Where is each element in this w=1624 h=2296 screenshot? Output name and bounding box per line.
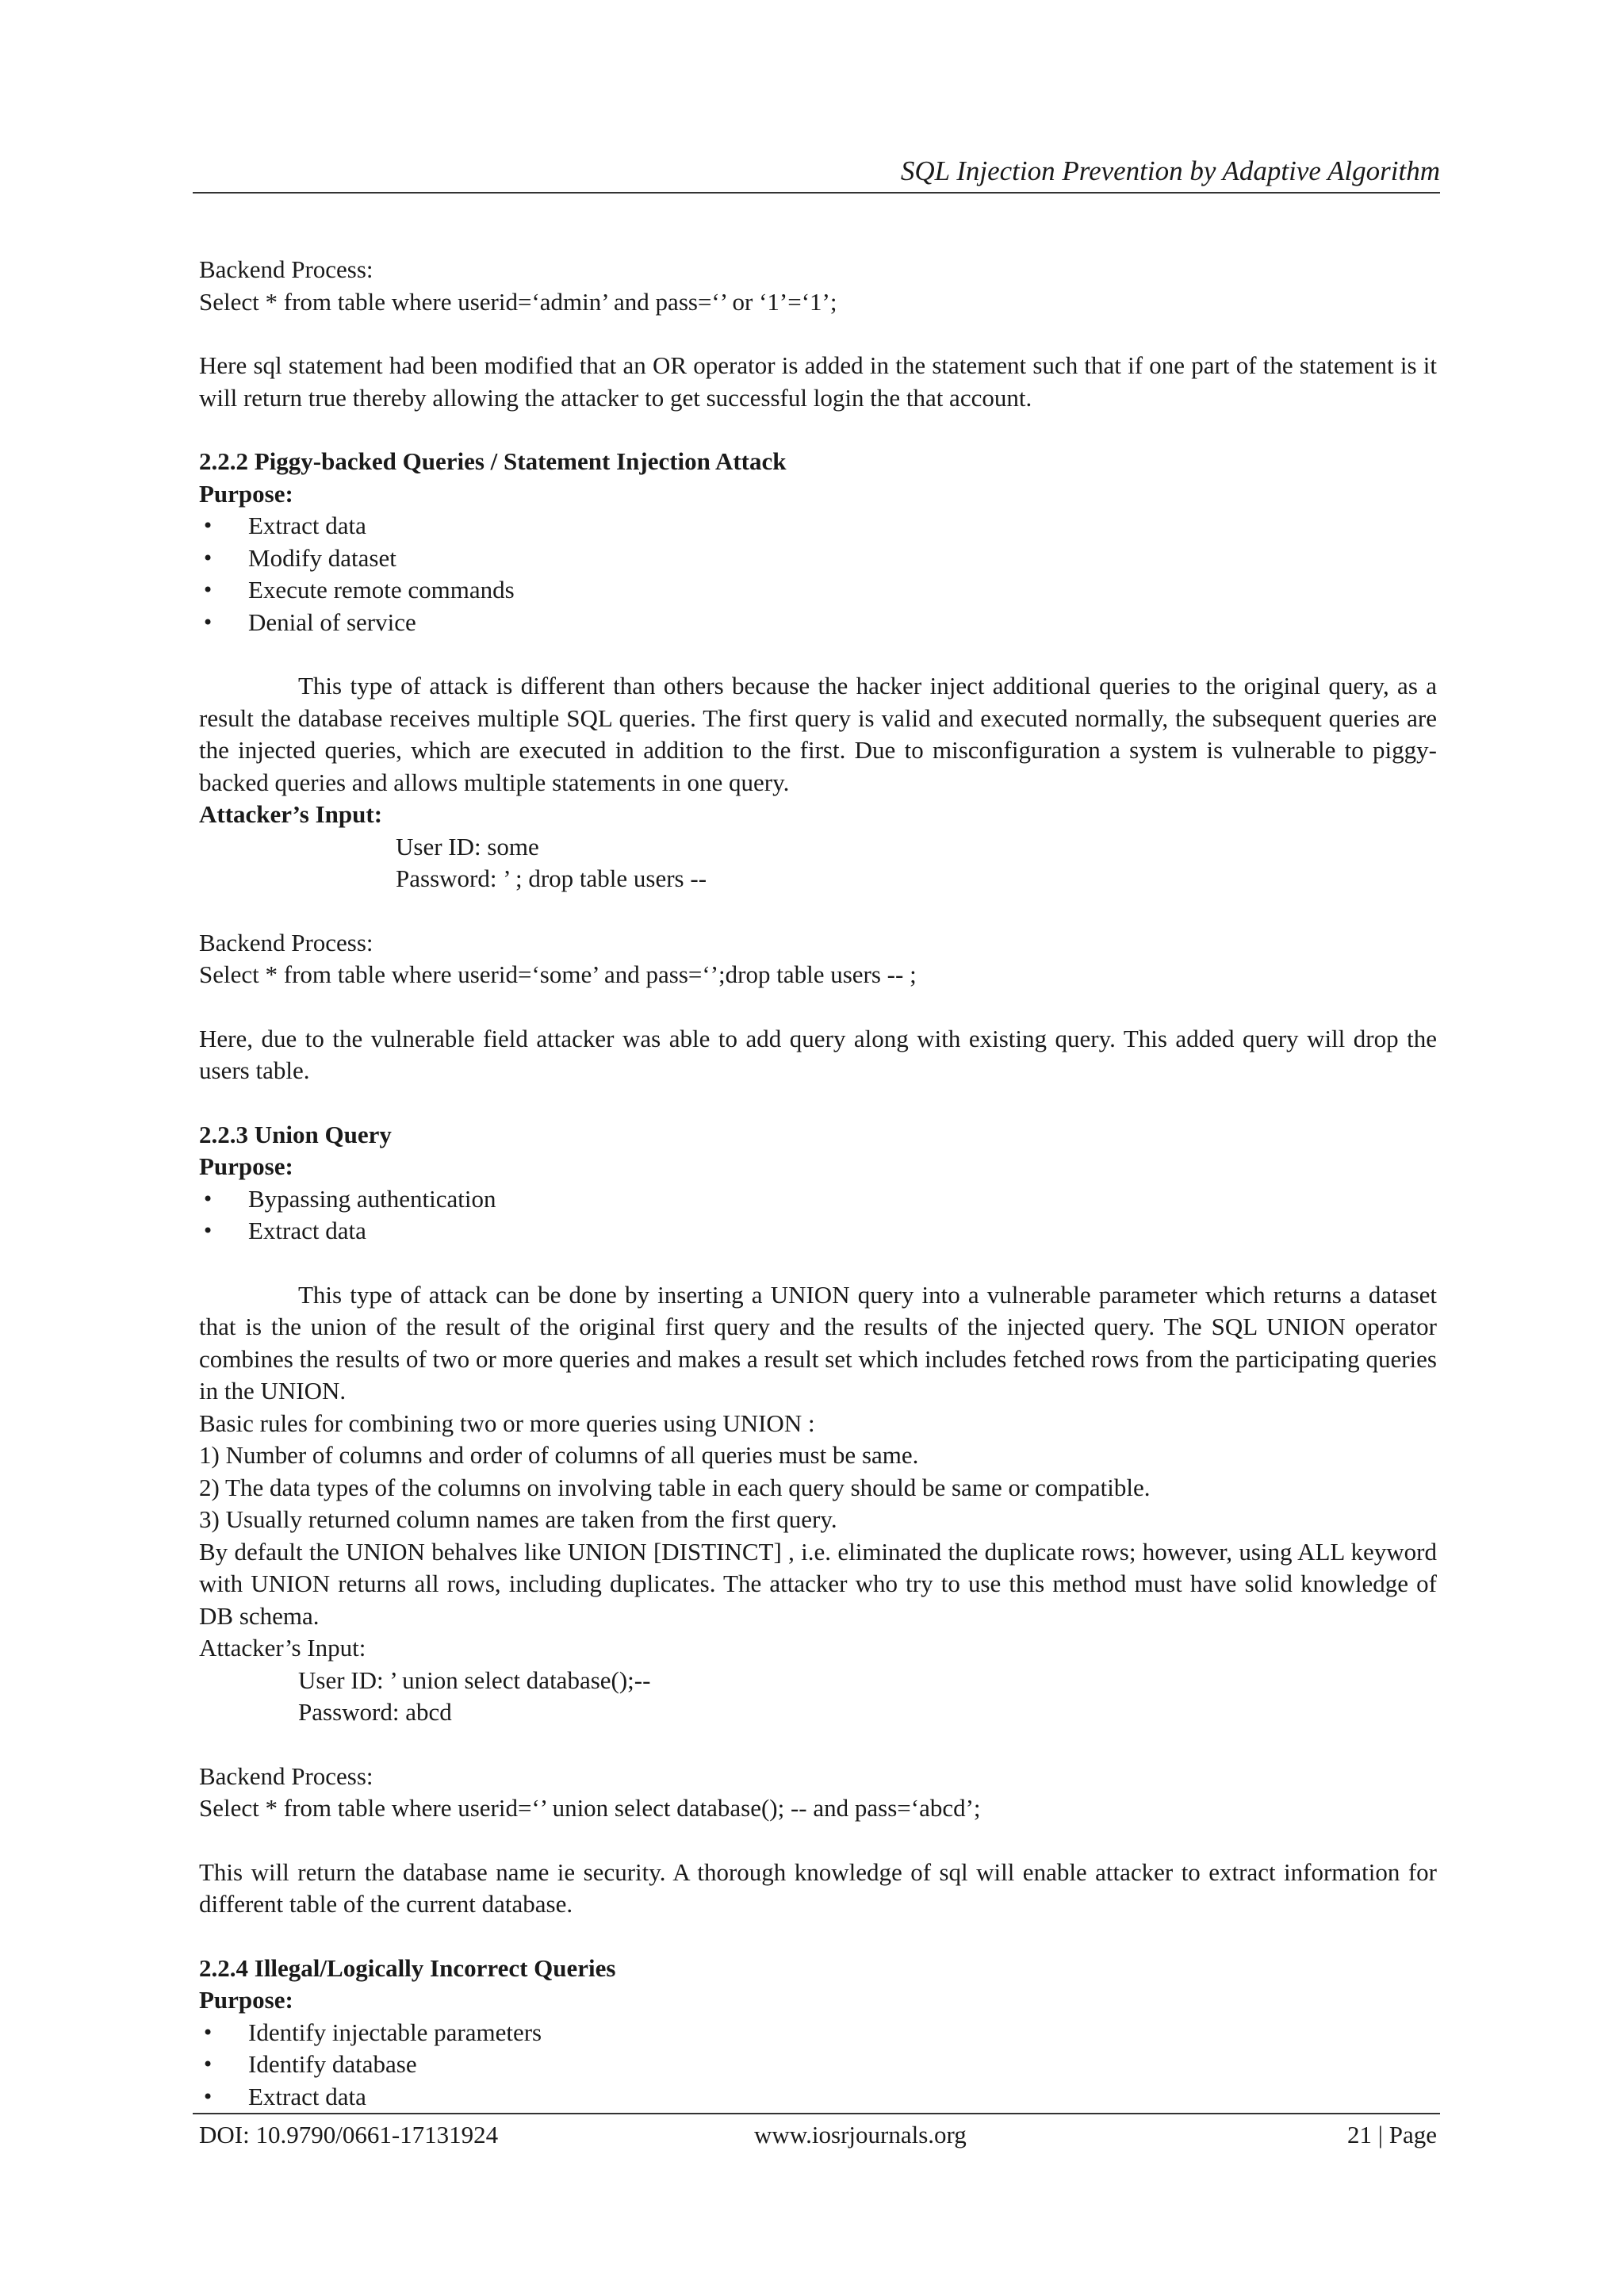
list-item: • Extract data — [199, 1215, 1437, 1248]
backend-label: Backend Process: — [199, 255, 373, 283]
purpose-label: Purpose: — [199, 1152, 293, 1180]
list-item: • Denial of service — [199, 607, 1437, 639]
footer-page-number: 21 | Page — [1347, 2121, 1437, 2148]
rule-item: 3) Usually returned column names are taken from the first query. — [199, 1505, 837, 1533]
backend-label: Backend Process: — [199, 928, 373, 956]
list-item: • Identify injectable parameters — [199, 2017, 1437, 2049]
paragraph: By default the UNION behalves like UNION [DISTINCT] , i.e. eliminated the duplicate rows; however, using ALL keyword with UNION returns all rows, including duplicates. The attacker who try to use this method must have solid knowledge of DB schema. — [199, 1537, 1437, 1630]
backend-label: Backend Process: — [199, 1761, 373, 1790]
running-header: SQL Injection Prevention by Adaptive Algorithm — [900, 155, 1440, 186]
rules-intro: Basic rules for combining two or more queries using UNION : — [199, 1409, 815, 1437]
attacker-input-label: Attacker’s Input: — [199, 1634, 366, 1662]
purpose-label: Purpose: — [199, 1986, 293, 2014]
footer-doi: DOI: 10.9790/0661-17131924 — [199, 2121, 499, 2148]
list-item: • Bypassing authentication — [199, 1183, 1437, 1216]
backend-query: Select * from table where userid=‘some’ and pass=‘’;drop table users -- ; — [199, 960, 917, 988]
rule-item: 2) The data types of the columns on involving table in each query should be same or compatible. — [199, 1473, 1151, 1501]
purpose-list — [199, 2017, 1437, 2114]
footer-website: www.iosrjournals.org — [754, 2121, 967, 2148]
header-rule — [193, 192, 1440, 194]
section-heading: 2.2.4 Illegal/Logically Incorrect Queries — [199, 1953, 616, 1982]
page-body — [199, 254, 1437, 2113]
backend-query: Select * from table where userid=‘’ union select database(); -- and pass=‘abcd’; — [199, 1794, 981, 1822]
paragraph: Here sql statement had been modified that an OR operator is added in the statement such that if one part of the statement is it will return true thereby allowing the attacker to get successful login the that account. — [199, 351, 1437, 412]
attacker-input-label: Attacker’s Input: — [199, 800, 383, 828]
paragraph: This type of attack is different than others because the hacker inject additional queries to the original query, as a result the database receives multiple SQL queries. The first query is valid and executed normally, the subsequent queries are the injected queries, which are executed in addition to the first. Due to misconfiguration a system is vulnerable to piggy-backed queries and allows multiple statements in one query. — [199, 672, 1437, 796]
section-heading: 2.2.2 Piggy-backed Queries / Statement Injection Attack — [199, 447, 787, 475]
list-item: • Modify dataset — [199, 542, 1437, 575]
rule-item: 1) Number of columns and order of columns of all queries must be same. — [199, 1441, 919, 1469]
attacker-userid: User ID: some — [396, 832, 539, 861]
attacker-userid: User ID: ’ union select database();-- — [298, 1665, 651, 1694]
list-item: • Extract data — [199, 2081, 1437, 2114]
list-item: • Execute remote commands — [199, 574, 1437, 607]
backend-query: Select * from table where userid=‘admin’ and pass=‘’ or ‘1’=‘1’; — [199, 287, 837, 316]
purpose-list — [199, 1183, 1437, 1248]
list-item: • Extract data — [199, 510, 1437, 542]
footer-rule — [193, 2113, 1440, 2114]
purpose-label: Purpose: — [199, 479, 293, 508]
paragraph: This will return the database name ie security. A thorough knowledge of sql will enable attacker to extract information for different table of the current database. — [199, 1857, 1437, 1918]
purpose-list — [199, 510, 1437, 638]
section-heading: 2.2.3 Union Query — [199, 1120, 392, 1148]
attacker-password: Password: ’ ; drop table users -- — [396, 864, 707, 892]
paragraph: This type of attack can be done by inserting a UNION query into a vulnerable parameter which returns a dataset that is the union of the result of the original first query and the results of the injected query. The SQL UNION operator combines the results of two or more queries and makes a result set which includes fetched rows from the participating queries in the UNION. — [199, 1280, 1437, 1405]
attacker-password: Password: abcd — [298, 1698, 452, 1726]
paragraph: Here, due to the vulnerable field attacker was able to add query along with existing query. This added query will drop the users table. — [199, 1024, 1437, 1084]
list-item: • Identify database — [199, 2049, 1437, 2081]
